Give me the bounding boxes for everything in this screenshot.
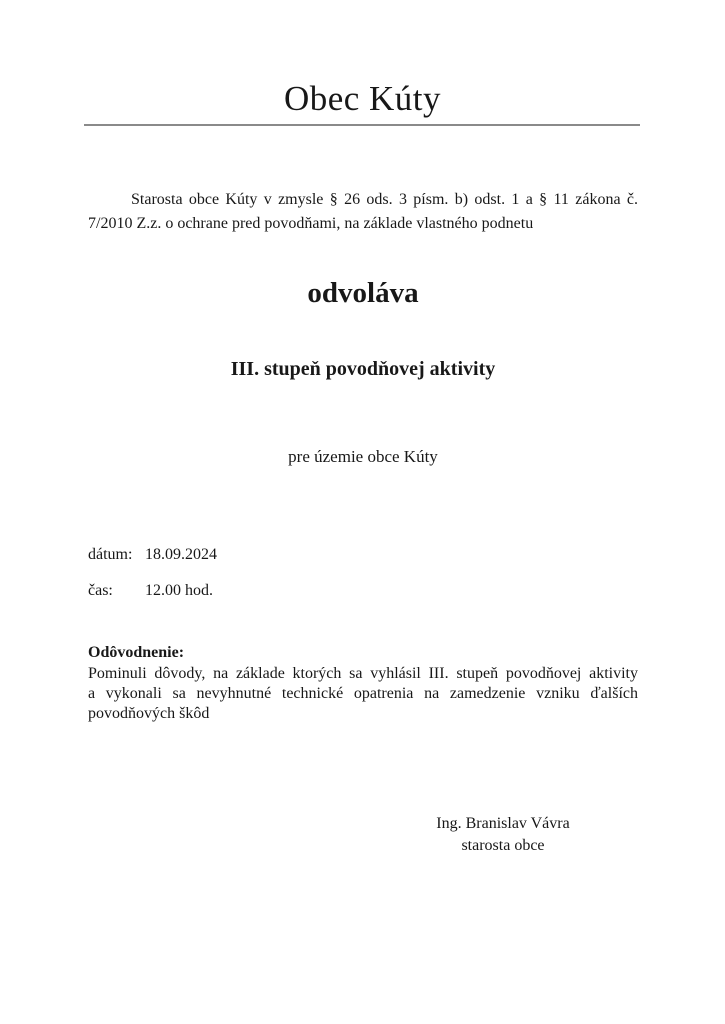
- detail-row-date: [88, 544, 638, 566]
- detail-row-time: [88, 580, 638, 602]
- document-body: [0, 188, 725, 857]
- signatory-role: starosta obce: [461, 837, 545, 854]
- justification-heading: Odôvodnenie:: [88, 644, 185, 661]
- time-label: čas:: [88, 582, 113, 599]
- justification-paragraph: [88, 664, 638, 724]
- title-divider: [84, 124, 640, 126]
- document-header: [0, 0, 725, 126]
- page-title: Obec Kúty: [283, 79, 442, 118]
- decree-scope: pre územie obce Kúty: [288, 447, 438, 466]
- justification-line-3: povodňových škôd: [88, 705, 210, 722]
- date-value: 18.09.2024: [145, 546, 217, 563]
- intro-line-1: Starosta obce Kúty v zmysle § 26 ods. 3 písm. b) odst. 1 a § 11 zákona č.: [131, 191, 638, 208]
- signature-block: [387, 813, 619, 857]
- date-label: dátum:: [88, 546, 133, 563]
- justification-line-2: a vykonali sa nevyhnutné technické opatrenia na zamedzenie vzniku ďalších: [88, 685, 638, 702]
- justification-line-1: Pominuli dôvody, na základe ktorých sa vyhlásil III. stupeň povodňovej aktivity: [88, 665, 638, 682]
- intro-paragraph: [88, 188, 638, 236]
- intro-line-2: 7/2010 Z.z. o ochrane pred povodňami, na základe vlastného podnetu: [88, 215, 534, 232]
- decree-subheading: III. stupeň povodňovej aktivity: [230, 358, 496, 380]
- justification-section: [88, 642, 638, 724]
- time-value: 12.00 hod.: [145, 582, 213, 599]
- decree-heading: odvoláva: [307, 277, 419, 309]
- signatory-name: Ing. Branislav Vávra: [436, 815, 570, 832]
